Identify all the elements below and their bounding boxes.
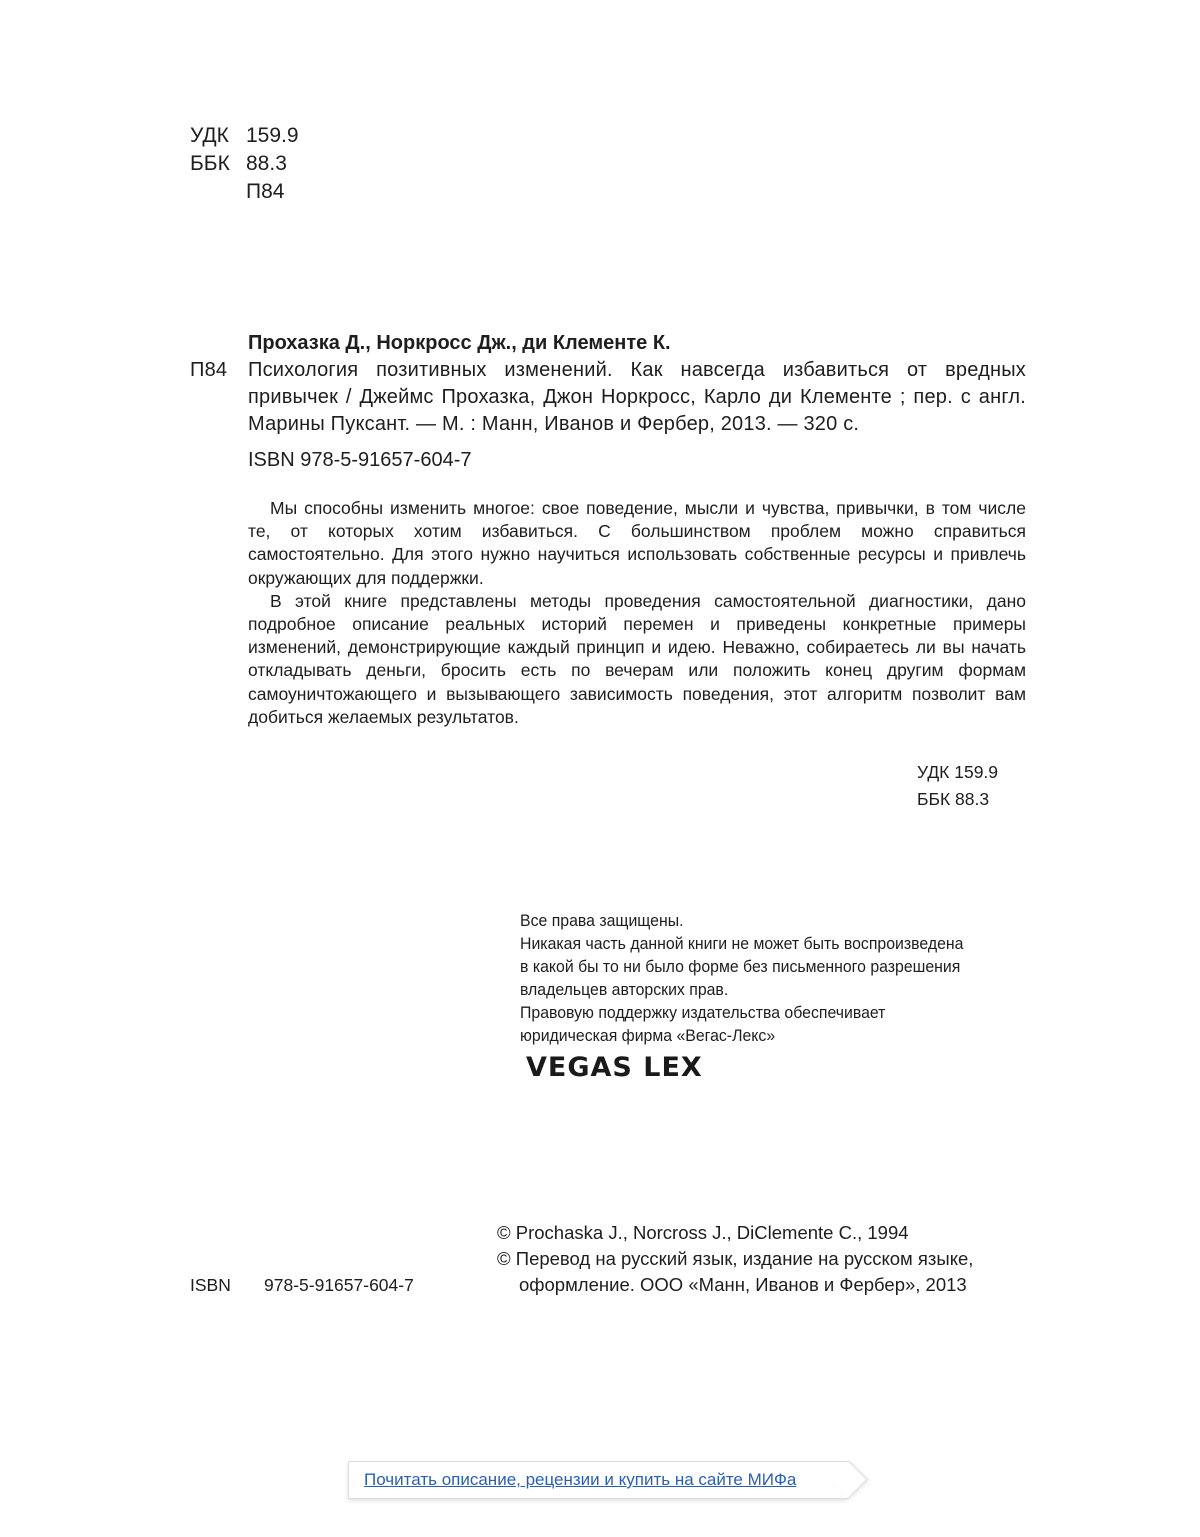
copyright-translation-cont: оформление. ООО «Манн, Иванов и Фербер», 2013 [519,1274,967,1295]
isbn-bottom [190,1272,414,1298]
author-mark-row [190,178,299,206]
mif-link-ribbon [348,1461,848,1499]
isbn: ISBN 978-5-91657-604-7 [248,449,472,471]
annotation-paragraph: Мы способны изменить многое: свое поведение, мысли и чувства, привычки, в том числе те, от которых хотим избавиться. С большинством проблем можно справиться самостоятельно. Для этого нужно научиться использовать собственные ресурсы и привлечь окружающих для поддержки. [248,498,1026,588]
classification-block [190,122,299,206]
copyright-original: © Prochaska J., Norcross J., DiClemente C., 1994 [497,1222,909,1243]
bbk-right: ББК 88.3 [917,789,990,809]
rights-line: Никакая часть данной книги не может быть воспроизведена [520,935,964,953]
udk-value: 159.9 [246,124,299,147]
vegas-lex-logo: VEGAS LEX [526,1052,703,1083]
isbn-bottom-value: 978-5-91657-604-7 [264,1275,414,1295]
author-mark: П84 [246,180,285,203]
rights-line: Все права защищены. [520,912,684,930]
rights-notice [520,910,1000,1048]
copyright-translation: © Перевод на русский язык, издание на русском языке, [497,1248,974,1269]
rights-line: Правовую поддержку издательства обеспечивает [520,1004,886,1022]
rights-line: в какой бы то ни было форме без письменного разрешения [520,958,961,976]
authors: Прохазка Д., Норкросс Дж., ди Клементе К. [248,332,671,354]
author-index: П84 [190,359,228,381]
annotation-paragraph: В этой книге представлены методы проведения самостоятельной диагностики, дано подробное описание реальных историй перемен и приведены конкретные примеры изменений, демонстрирующие каждый принцип и идею. Неважно, собираетесь ли вы начать откладывать деньги, бросить есть по вечерам или положить конец другим формам самоуничтожающего и вызывающего зависимость поведения, этот алгоритм позволит вам добиться желаемых результатов. [248,590,1026,727]
book-description [190,357,1026,438]
bbk-row [190,150,299,178]
udk-label: УДК [190,124,229,147]
bbk-label: ББК [190,152,230,175]
rights-line: владельцев авторских прав. [520,981,729,999]
description-text: Психология позитивных изменений. Как навсегда избавиться от вредных привычек / Джеймс Прохазка, Джон Норкросс, Карло ди Клементе ; пер. с англ. Марины Пуксант. — М. : Манн, Иванов и Фербер, 2013. — 320 с. [248,359,1026,435]
udk-right: УДК 159.9 [917,762,999,782]
copyright-block [497,1220,1037,1298]
rights-line: юридическая фирма «Вегас-Лекс» [520,1027,776,1045]
bibliographic-record [190,330,1026,474]
ribbon-arrow-tip [829,1460,867,1498]
annotation [248,497,1026,729]
mif-link[interactable]: Почитать описание, рецензии и купить на сайте МИФа [364,1470,797,1489]
udk-row [190,122,299,150]
classification-right [917,759,998,813]
bbk-value: 88.3 [246,152,287,175]
isbn-bottom-label: ISBN [190,1275,231,1295]
